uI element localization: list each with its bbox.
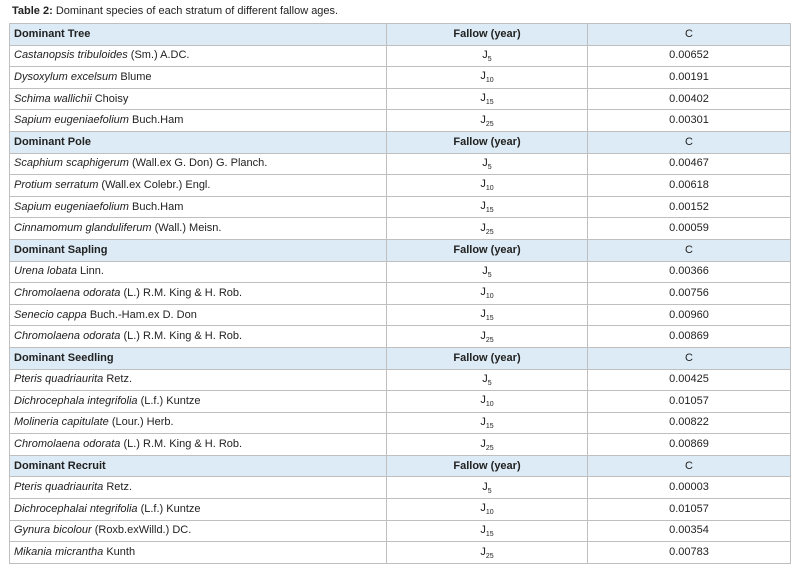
fallow-symbol: J (480, 415, 486, 428)
fallow-cell (387, 434, 588, 456)
species-cell (10, 153, 387, 175)
fallow-subscript: 5 (487, 271, 492, 279)
stratum-header: Dominant Sapling (10, 239, 387, 261)
species-cell (10, 391, 387, 413)
species-author: Kunth (103, 546, 136, 559)
table-row (10, 88, 791, 110)
species-name: Cinnamomum glanduliferum (14, 222, 152, 235)
table-row (10, 196, 791, 218)
group-header-row (10, 239, 791, 261)
fallow-subscript: 10 (485, 293, 494, 301)
c-value-cell: 0.00822 (588, 412, 791, 434)
species-author: (L.f.) Kuntze (137, 502, 201, 515)
fallow-cell (387, 477, 588, 499)
fallow-cell (387, 542, 588, 564)
stratum-header: Dominant Tree (10, 24, 387, 46)
stratum-header: Dominant Seedling (10, 347, 387, 369)
fallow-subscript: 5 (487, 55, 492, 63)
species-author: (L.) R.M. King & H. Rob. (120, 286, 243, 299)
fallow-cell (387, 175, 588, 197)
c-header: C (588, 131, 791, 153)
fallow-symbol: J (482, 264, 488, 277)
fallow-subscript: 10 (485, 401, 494, 409)
species-name: Senecio cappa (14, 308, 87, 321)
species-cell (10, 477, 387, 499)
species-author: (Wall.ex G. Don) G. Planch. (128, 157, 268, 170)
fallow-subscript: 25 (485, 228, 494, 236)
fallow-cell (387, 283, 588, 305)
table-row (10, 434, 791, 456)
species-cell (10, 261, 387, 283)
caption-text: Dominant species of each stratum of different fallow ages. (52, 5, 339, 17)
table-row (10, 218, 791, 240)
fallow-subscript: 15 (485, 207, 494, 215)
species-cell (10, 88, 387, 110)
c-value-cell: 0.00366 (588, 261, 791, 283)
fallow-cell (387, 412, 588, 434)
table-row (10, 261, 791, 283)
c-value-cell: 0.00869 (588, 326, 791, 348)
fallow-header: Fallow (year) (387, 347, 588, 369)
c-value-cell: 0.00191 (588, 67, 791, 89)
c-value-cell: 0.00960 (588, 304, 791, 326)
c-value-cell: 0.00467 (588, 153, 791, 175)
species-cell (10, 412, 387, 434)
table-row (10, 369, 791, 391)
group-header-row (10, 131, 791, 153)
fallow-cell (387, 67, 588, 89)
fallow-symbol: J (480, 113, 486, 126)
fallow-symbol: J (480, 523, 486, 536)
fallow-cell (387, 369, 588, 391)
species-author: Buch.Ham (128, 200, 184, 213)
species-cell (10, 369, 387, 391)
fallow-cell (387, 88, 588, 110)
species-cell (10, 196, 387, 218)
fallow-subscript: 15 (485, 422, 494, 430)
fallow-symbol: J (480, 286, 486, 299)
c-value-cell: 0.00756 (588, 283, 791, 305)
species-author: Blume (117, 70, 152, 83)
table-row (10, 67, 791, 89)
group-header-row (10, 347, 791, 369)
fallow-symbol: J (482, 48, 488, 61)
species-cell (10, 434, 387, 456)
fallow-header: Fallow (year) (387, 24, 588, 46)
c-value-cell: 0.00869 (588, 434, 791, 456)
fallow-subscript: 10 (485, 509, 494, 517)
fallow-subscript: 15 (485, 315, 494, 323)
species-cell (10, 45, 387, 67)
stratum-header: Dominant Recruit (10, 455, 387, 477)
species-author: (Wall.) Meisn. (151, 222, 222, 235)
table-row (10, 45, 791, 67)
species-name: Chromolaena odorata (14, 330, 121, 343)
fallow-symbol: J (480, 70, 486, 83)
fallow-cell (387, 391, 588, 413)
fallow-subscript: 10 (485, 185, 494, 193)
fallow-symbol: J (480, 394, 486, 407)
c-value-cell: 0.01057 (588, 391, 791, 413)
species-name: Pteris quadriaurita (14, 373, 104, 386)
species-cell (10, 304, 387, 326)
species-cell (10, 283, 387, 305)
fallow-cell (387, 520, 588, 542)
fallow-cell (387, 45, 588, 67)
fallow-subscript: 5 (487, 379, 492, 387)
species-name: Chromolaena odorata (14, 286, 121, 299)
table-row (10, 391, 791, 413)
species-author: Retz. (103, 481, 133, 494)
fallow-symbol: J (480, 92, 486, 105)
species-author: (L.f.) Kuntze (137, 394, 201, 407)
stratum-header: Dominant Pole (10, 131, 387, 153)
table-row (10, 520, 791, 542)
fallow-subscript: 10 (485, 77, 494, 85)
species-name: Dichrocephala integrifolia (14, 394, 138, 407)
table-caption (12, 4, 338, 18)
fallow-cell (387, 499, 588, 521)
group-header-row (10, 24, 791, 46)
c-value-cell: 0.01057 (588, 499, 791, 521)
fallow-symbol: J (480, 502, 486, 515)
species-name: Sapium eugeniaefolium (14, 200, 129, 213)
fallow-subscript: 25 (485, 444, 494, 452)
fallow-cell (387, 196, 588, 218)
c-value-cell: 0.00059 (588, 218, 791, 240)
table-row (10, 477, 791, 499)
c-header: C (588, 455, 791, 477)
c-value-cell: 0.00301 (588, 110, 791, 132)
fallow-symbol: J (480, 200, 486, 213)
fallow-symbol: J (480, 308, 486, 321)
species-name: Dysoxylum excelsum (14, 70, 118, 83)
c-value-cell: 0.00152 (588, 196, 791, 218)
table-row (10, 499, 791, 521)
c-header: C (588, 24, 791, 46)
species-name: Molineria capitulate (14, 416, 109, 429)
fallow-symbol: J (480, 221, 486, 234)
species-author: Choisy (91, 92, 129, 105)
species-author: (Roxb.exWilld.) DC. (91, 524, 192, 537)
fallow-symbol: J (482, 372, 488, 385)
c-value-cell: 0.00652 (588, 45, 791, 67)
fallow-symbol: J (480, 178, 486, 191)
fallow-header: Fallow (year) (387, 239, 588, 261)
caption-label: Table 2: (12, 5, 53, 17)
fallow-cell (387, 304, 588, 326)
species-author: Buch.Ham (128, 114, 184, 127)
species-name: Chromolaena odorata (14, 438, 121, 451)
species-cell (10, 499, 387, 521)
fallow-subscript: 15 (485, 99, 494, 107)
c-value-cell: 0.00425 (588, 369, 791, 391)
species-cell (10, 520, 387, 542)
species-name: Scaphium scaphigerum (14, 157, 129, 170)
c-header: C (588, 347, 791, 369)
species-name: Urena lobata (14, 265, 77, 278)
fallow-symbol: J (482, 480, 488, 493)
table-row (10, 304, 791, 326)
species-cell (10, 326, 387, 348)
species-table-body (10, 24, 791, 564)
fallow-subscript: 25 (485, 552, 494, 560)
species-name: Sapium eugeniaefolium (14, 114, 129, 127)
species-name: Mikania micrantha (14, 546, 104, 559)
species-table (9, 23, 791, 564)
species-author: Buch.-Ham.ex D. Don (86, 308, 197, 321)
species-author: Retz. (103, 373, 133, 386)
table-row (10, 153, 791, 175)
fallow-subscript: 25 (485, 120, 494, 128)
fallow-header: Fallow (year) (387, 455, 588, 477)
table-row (10, 110, 791, 132)
species-author: (Sm.) A.DC. (127, 49, 190, 62)
c-value-cell: 0.00354 (588, 520, 791, 542)
fallow-cell (387, 218, 588, 240)
fallow-symbol: J (482, 156, 488, 169)
species-name: Protium serratum (14, 178, 99, 191)
fallow-subscript: 15 (485, 530, 494, 538)
c-value-cell: 0.00402 (588, 88, 791, 110)
table-row (10, 326, 791, 348)
fallow-cell (387, 261, 588, 283)
c-value-cell: 0.00783 (588, 542, 791, 564)
c-value-cell: 0.00003 (588, 477, 791, 499)
species-name: Pteris quadriaurita (14, 481, 104, 494)
species-name: Castanopsis tribuloides (14, 49, 128, 62)
species-cell (10, 67, 387, 89)
species-cell (10, 218, 387, 240)
species-author: (Lour.) Herb. (108, 416, 174, 429)
fallow-subscript: 5 (487, 487, 492, 495)
fallow-cell (387, 326, 588, 348)
fallow-cell (387, 110, 588, 132)
fallow-subscript: 25 (485, 336, 494, 344)
table-row (10, 542, 791, 564)
fallow-symbol: J (480, 545, 486, 558)
table-row (10, 283, 791, 305)
species-author: (Wall.ex Colebr.) Engl. (98, 178, 211, 191)
species-cell (10, 542, 387, 564)
fallow-symbol: J (480, 437, 486, 450)
c-value-cell: 0.00618 (588, 175, 791, 197)
species-name: Dichrocephalai ntegrifolia (14, 502, 138, 515)
table-row (10, 412, 791, 434)
fallow-header: Fallow (year) (387, 131, 588, 153)
species-author: (L.) R.M. King & H. Rob. (120, 438, 243, 451)
table-row (10, 175, 791, 197)
fallow-subscript: 5 (487, 163, 492, 171)
species-author: (L.) R.M. King & H. Rob. (120, 330, 243, 343)
species-author: Linn. (77, 265, 104, 278)
species-cell (10, 110, 387, 132)
species-cell (10, 175, 387, 197)
species-name: Gynura bicolour (14, 524, 92, 537)
fallow-symbol: J (480, 329, 486, 342)
fallow-cell (387, 153, 588, 175)
group-header-row (10, 455, 791, 477)
c-header: C (588, 239, 791, 261)
species-name: Schima wallichii (14, 92, 92, 105)
